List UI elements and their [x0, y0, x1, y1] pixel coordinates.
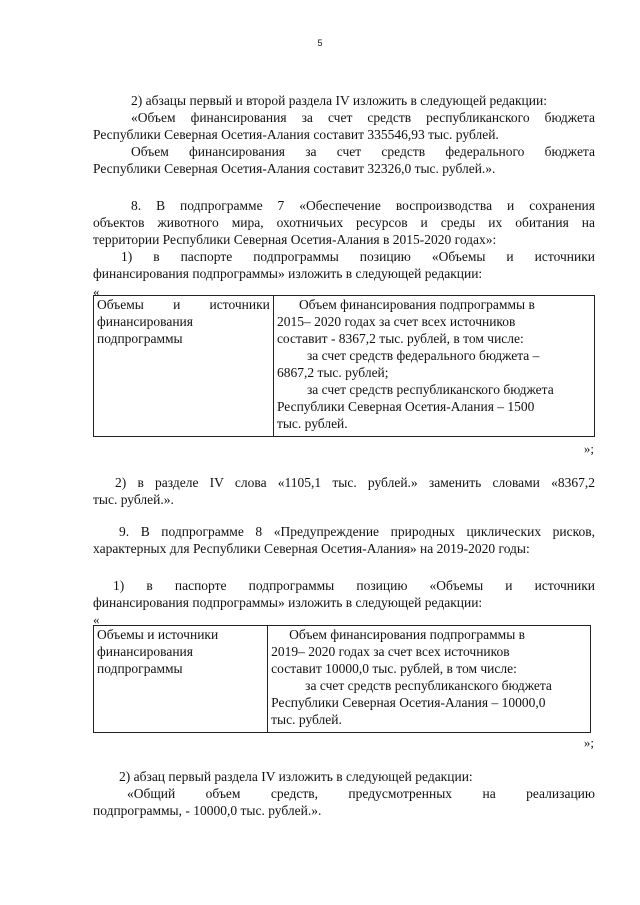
- cell-line: финансирования: [97, 314, 193, 329]
- text-line: финансирования подпрограммы» изложить в следующей редакции:: [93, 595, 483, 610]
- close-quote: »;: [583, 441, 594, 456]
- text-line: «Общий объем средств, предусмотренных на реализацию: [127, 786, 595, 801]
- cell-line: подпрограммы: [97, 331, 183, 346]
- text-line: 8. В подпрограмме 7 «Обеспечение воспроизводства и сохранения: [131, 198, 595, 213]
- cell-line: Объем финансирования подпрограммы в: [298, 297, 535, 312]
- cell-line: составит - 8367,2 тыс. рублей, в том числе:: [276, 331, 524, 346]
- word: и: [173, 297, 181, 312]
- word: источники: [209, 297, 270, 312]
- table-cell-value: [268, 626, 591, 733]
- table-cell-label: [94, 296, 274, 437]
- text-line: объектов животного мира, охотничьих ресурсов и среды их обитания на: [93, 215, 595, 230]
- paragraph-section-iv-replace: [93, 474, 595, 508]
- cell-line: составит 10000,0 тыс. рублей, в том числе:: [271, 661, 517, 676]
- text-line: тыс. рублей.».: [93, 492, 174, 507]
- table-row: [94, 626, 591, 733]
- cell-line: тыс. рублей.: [276, 416, 348, 431]
- cell-line: Республики Северная Осетия-Алания – 10000,0: [271, 695, 546, 710]
- text-line: 1) в паспорте подпрограммы позицию «Объемы и источники: [121, 249, 595, 264]
- text-line: Республики Северная Осетия-Алания составит 32326,0 тыс. рублей.».: [93, 161, 496, 176]
- paragraph-section-iv-financing: [93, 92, 595, 177]
- cell-line: подпрограммы: [97, 661, 183, 676]
- text-line: финансирования подпрограммы» изложить в следующей редакции:: [93, 266, 483, 281]
- paragraph-subprogram-7: [93, 197, 595, 282]
- paragraph-passport-position: [93, 577, 595, 611]
- cell-line: Республики Северная Осетия-Алания – 1500: [276, 399, 535, 414]
- table-cell-value: [273, 296, 594, 437]
- cell-line: за счет средств федерального бюджета –: [306, 348, 540, 363]
- text-line: характерных для Республики Северная Осетия-Алания» на 2019-2020 годы:: [93, 541, 530, 556]
- cell-line: Объем финансирования подпрограммы в: [289, 627, 526, 642]
- cell-line: 2015– 2020 годах за счет всех источников: [276, 314, 516, 329]
- text-line: 2) абзац первый раздела IV изложить в следующей редакции:: [119, 769, 473, 784]
- text-line: территории Республики Северная Осетия-Алания в 2015-2020 годах»:: [93, 232, 497, 247]
- cell-line: 2019– 2020 годах за счет всех источников: [271, 644, 510, 659]
- close-quote: »;: [583, 735, 594, 750]
- cell-line: тыс. рублей.: [271, 712, 342, 727]
- cell-line: [97, 296, 270, 313]
- financing-table-subprogram-8: [93, 625, 591, 733]
- cell-line: за счет средств республиканского бюджета: [305, 678, 552, 693]
- page-number: 5: [317, 38, 323, 48]
- text-line: подпрограммы, - 10000,0 тыс. рублей.».: [93, 803, 322, 818]
- cell-line: 6867,2 тыс. рублей;: [276, 365, 389, 380]
- cell-line: Объемы и источники: [97, 627, 219, 642]
- text-line: «Объем финансирования за счет средств республиканского бюджета: [131, 110, 595, 125]
- cell-line: за счет средств республиканского бюджета: [306, 382, 554, 397]
- table-cell-label: [94, 626, 268, 733]
- table-row: [94, 296, 595, 437]
- text-line: 9. В подпрограмме 8 «Предупреждение природных циклических рисков,: [119, 524, 595, 539]
- cell-line: финансирования: [97, 644, 193, 659]
- open-quote: «: [93, 284, 100, 299]
- text-line: 1) в паспорте подпрограммы позицию «Объемы и источники: [113, 578, 595, 593]
- text-line: Республики Северная Осетия-Алания составит 335546,93 тыс. рублей.: [93, 127, 499, 142]
- paragraph-subprogram-8: [93, 523, 595, 557]
- text-line: 2) в разделе IV слова «1105,1 тыс. рублей.» заменить словами «8367,2: [115, 475, 595, 490]
- financing-table-subprogram-7: [93, 295, 595, 437]
- paragraph-section-iv-first: [93, 768, 595, 819]
- text-line: Объем финансирования за счет средств федерального бюджета: [131, 144, 595, 159]
- text-line: 2) абзацы первый и второй раздела IV изложить в следующей редакции:: [131, 93, 547, 108]
- word: Объемы: [97, 297, 144, 312]
- open-quote: «: [93, 612, 100, 627]
